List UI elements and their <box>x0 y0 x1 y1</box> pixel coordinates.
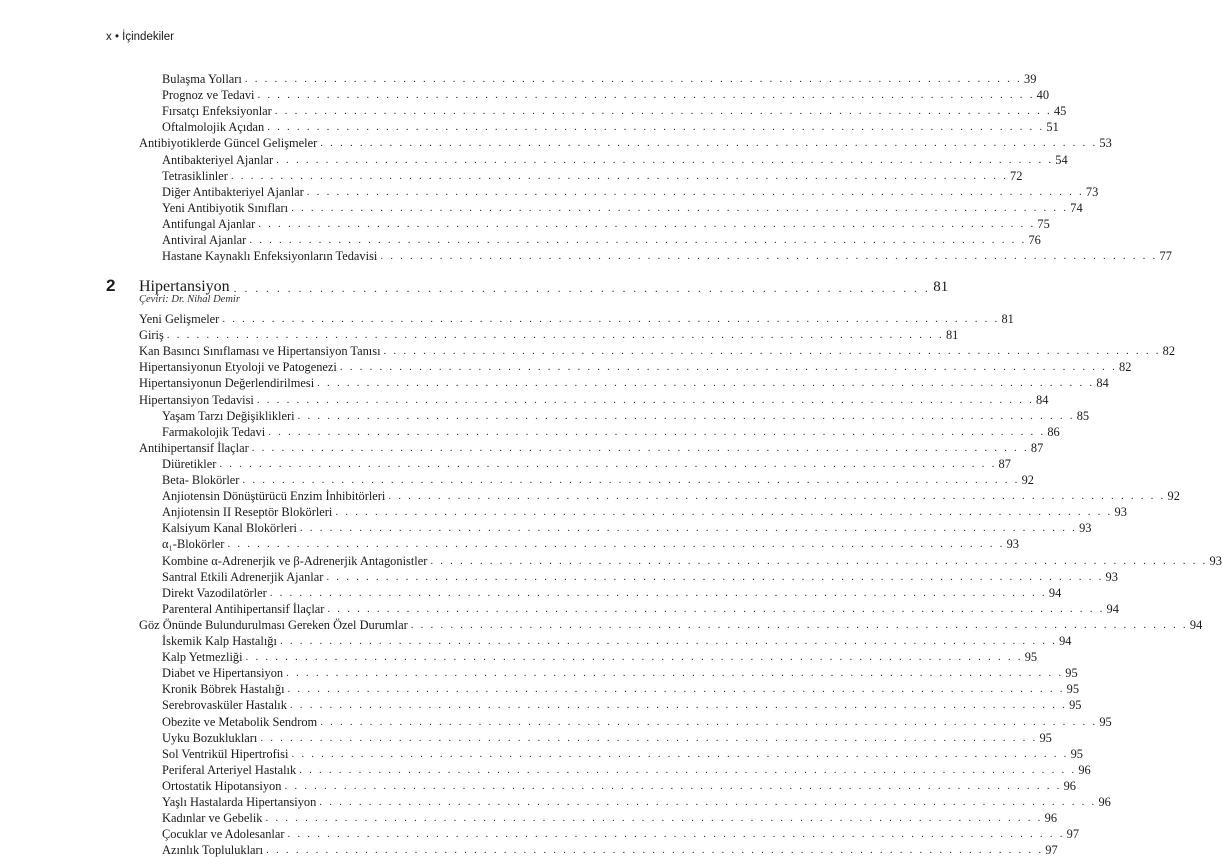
chapter-page-number: 81 <box>933 279 949 295</box>
chapter-number: 2 <box>106 276 116 295</box>
dot-leader: . . . . . . . . . . . . . . . . . . . . . . . . . . . . . . . . . . . . . . . . . . . . . . . . . . . . . . . . . . . . . . . . . . . . . . . . . . . . . . . <box>258 217 1036 230</box>
toc-entry-page: 72 <box>1010 168 1023 183</box>
dot-leader: . . . . . . . . . . . . . . . . . . . . . . . . . . . . . . . . . . . . . . . . . . . . . . . . . . . . . . . . . . . . . . . . . . . . . . . . . . . . . . . <box>339 361 1118 374</box>
dot-leader: . . . . . . . . . . . . . . . . . . . . . . . . . . . . . . . . . . . . . . . . . . . . . . . . . . . . . . . . . . . . . . . . . . . . . . . . . . . . . . . <box>291 201 1069 214</box>
toc-entry-subsection[interactable] <box>162 455 1011 471</box>
dot-leader: . . . . . . . . . . . . . . . . . . . . . . . . . . . . . . . . . . . . . . . . . . . . . . . . . . . . . . . . . . . . . . . . . . . . . . . . . . . . . . . <box>299 522 1078 535</box>
toc-entry-subsection[interactable] <box>162 70 1037 86</box>
dot-leader: . . . . . . . . . . . . . . . . . . . . . . . . . . . . . . . . . . . . . . . . . . . . . . . . . . . . . . . . . . . . . . . . . . . . . . . . . . . . . . . <box>306 185 1084 198</box>
toc-entry-title: Hastane Kaynaklı Enfeksiyonların Tedavisi <box>162 249 380 263</box>
dot-leader: . . . . . . . . . . . . . . . . . . . . . . . . . . . . . . . . . . . . . . . . . . . . . . . . . . . . . . . . . . . . . . . . . . . . . . . . . . . . . . . <box>410 618 1188 631</box>
toc-entry-page: 97 <box>1066 827 1080 842</box>
toc-entry-subsection[interactable] <box>162 519 1092 536</box>
toc-entry-section[interactable] <box>139 358 1132 375</box>
dot-leader: . . . . . . . . . . . . . . . . . . . . . . . . . . . . . . . . . . . . . . . . . . . . . . . . . . . . . . . . . . . . . . . . . . . . . . . . . . . . . . . <box>335 506 1113 519</box>
toc-entry-page: 92 <box>1021 473 1034 487</box>
toc-entry-page: 82 <box>1119 360 1132 375</box>
toc-entry-subsection[interactable] <box>162 167 1023 183</box>
dot-leader: . . . . . . . . . . . . . . . . . . . . . . . . . . . . . . . . . . . . . . . . . . . . . . . . . . . . . . . . . . . . . . . . . . . . . . . . . . . . . . . <box>227 538 1005 551</box>
toc-entry-page: 95 <box>1070 746 1083 761</box>
toc-entry-subsection[interactable] <box>162 423 1060 439</box>
toc-entry-title: Kalp Yetmezliği <box>162 650 246 664</box>
dot-leader: . . . . . . . . . . . . . . . . . . . . . . . . . . . . . . . . . . . . . . . . . . . . . . . . . . . . . . . . . . . . . . . . . . . . . . . . . . . . . . . <box>222 313 1000 325</box>
dot-leader: . . . . . . . . . . . . . . . . . . . . . . . . . . . . . . . . . . . . . . . . . . . . . . . . . . . . . . . . . . . . . . . . . . . . . . . . . . . . . . . <box>289 699 1068 712</box>
toc-entry-title: İskemik Kalp Hastalığı <box>162 634 280 648</box>
toc-entry-page: 54 <box>1055 152 1068 167</box>
toc-entry-page: 77 <box>1159 249 1172 264</box>
dot-leader: . . . . . . . . . . . . . . . . . . . . . . . . . . . . . . . . . . . . . . . . . . . . . . . . . . . . . . . . . . . . . . . . . . . . . . . . . . . . . . . <box>251 441 1029 454</box>
toc-entry-section[interactable] <box>139 439 1044 455</box>
toc-entry-title: Kalsiyum Kanal Blokörleri <box>162 521 300 535</box>
toc-entry-subsection[interactable] <box>162 247 1172 264</box>
dot-leader: . . . . . . . . . . . . . . . . . . . . . . . . . . . . . . . . . . . . . . . . . . . . . . . . . . . . . . . . . . . . . . . . . . . . . . . . . . . . . . . <box>230 169 1009 182</box>
toc-entry-page: 95 <box>1066 682 1080 697</box>
toc-entry-subsection[interactable] <box>162 825 1080 842</box>
dot-leader: . . . . . . . . . . . . . . . . . . . . . . . . . . . . . . . . . . . . . . . . . . . . . . . . . . . . . . . . . . . . . . . . . . . . . . . . . . . . . . . <box>268 425 1046 438</box>
toc-entry-page: 94 <box>1106 601 1119 616</box>
toc-entry-subsection[interactable] <box>162 552 1222 568</box>
dot-leader: . . . . . . . . . . . . . . . . . . . . . . . . . . . . . . . . . . . . . . . . . . . . . . . . . . . . . . . . . . . . . . . . . . . . . . . . . . . . . . . <box>430 554 1208 567</box>
toc-entry-page: 84 <box>1096 376 1109 391</box>
toc-entry-subsection[interactable] <box>162 761 1091 777</box>
dot-leader: . . . . . . . . . . . . . . . . . . . . . . . . . . . . . . . . . . . . . . . . . . . . . . . . . . . . . . . . . . . . . . . . . . . . . . . . . . . . . . . <box>249 234 1027 246</box>
toc-entry-title: Giriş <box>139 328 167 342</box>
toc-entry-subsection[interactable] <box>162 793 1111 809</box>
toc-entry-title: Diüretikler <box>162 457 219 471</box>
toc-entry-title: Ortostatik Hipotansiyon <box>162 779 284 793</box>
dot-leader: . . . . . . . . . . . . . . . . . . . . . . . . . . . . . . . . . . . . . . . . . . . . . . . . . . . . . . . . . . . . . . . . . . . . . . . . . . . . . . . <box>383 345 1161 358</box>
toc-entry-title: Diğer Antibakteriyel Ajanlar <box>162 185 307 199</box>
toc-entry-title: Kadınlar ve Gebelik <box>162 811 265 825</box>
toc-entry-page: 86 <box>1047 424 1060 439</box>
dot-leader: . . . . . . . . . . . . . . . . . . . . . . . . . . . . . . . . . . . . . . . . . . . . . . . . . . . . . . . . . . . . . . . . . . . . . . . . . . . . . . . <box>299 763 1077 776</box>
toc-entry-title: Çocuklar ve Adolesanlar <box>162 827 288 841</box>
toc-entry-page: 74 <box>1070 200 1083 215</box>
toc-entry-page: 95 <box>1039 730 1052 745</box>
toc-entry-subsection[interactable] <box>162 183 1099 199</box>
toc-entry-title: Antiviral Ajanlar <box>162 233 249 247</box>
dot-leader: . . . . . . . . . . . . . . . . . . . . . . . . . . . . . . . . . . . . . . . . . . . . . . . . . . . . . . . . . . . . . . . . . . . . . . . . . . . . . . . <box>297 409 1075 422</box>
toc-entry-page: 96 <box>1078 762 1091 777</box>
toc-entry-title: Hipertansiyon Tedavisi <box>139 393 257 407</box>
toc-entry-title: Anjiotensin II Reseptör Blokörleri <box>162 505 335 519</box>
dot-leader: . . . . . . . . . . . . . . . . . . . . . . . . . . . . . . . . . . . . . . . . . . . . . . . . . . . . . . . . . . . . . . . . . . . . . . . . . . . . . . . <box>266 844 1044 857</box>
toc-entry-title: Obezite ve Metabolik Sendrom <box>162 715 320 729</box>
toc-entry-section[interactable] <box>139 616 1203 632</box>
running-head: x • İçindekiler <box>106 31 174 43</box>
toc-entry-subsection[interactable] <box>162 487 1180 504</box>
toc-entry-subsection[interactable] <box>162 729 1052 745</box>
toc-entry-title: Bulaşma Yolları <box>162 72 245 86</box>
dot-leader: . . . . . . . . . . . . . . . . . . . . . . . . . . . . . . . . . . . . . . . . . . . . . . . . . . . . . . . . . . . . . . . . . . . . . . . . . . . . . . . <box>276 153 1054 166</box>
toc-entry-title: α₁-Blokörler <box>162 537 227 551</box>
toc-entry-title: Santral Etkili Adrenerjik Ajanlar <box>162 570 326 584</box>
dot-leader: . . . . . . . . . . . . . . . . . . . . . . . . . . . . . . . . . . . . . . . . . . . . . . . . . . . . . . . . . . . . . . . . . . . . . . . . . . . . . . . <box>245 651 1023 664</box>
toc-entry-title: Anjiotensin Dönüştürücü Enzim İnhibitörleri <box>162 489 388 503</box>
toc-entry-title: Serebrovasküler Hastalık <box>162 698 290 712</box>
chapter-title: Hipertansiyon <box>139 278 230 295</box>
toc-entry-title: Yaşam Tarzı Değişiklikleri <box>162 409 298 423</box>
dot-leader: . . . . . . . . . . . . . . . . . . . . . . . . . . . . . . . . . . . . . . . . . . . . . . . . . . . . . . . . . . . . . . . . . . . . . . . . . . . . . . . <box>317 377 1095 390</box>
toc-entry-page: 53 <box>1099 136 1112 151</box>
toc-entry-title: Kombine α-Adrenerjik ve β-Adrenerjik Antagonistler <box>162 554 430 568</box>
toc-entry-page: 87 <box>1030 440 1044 455</box>
toc-entry-page: 76 <box>1028 233 1041 247</box>
toc-entry-subsection[interactable] <box>162 118 1059 135</box>
dot-leader: . . . . . . . . . . . . . . . . . . . . . . . . . . . . . . . . . . . . . . . . . . . . . . . . . . . . . . . . . . . . . . . . . . . . . . . . . . . . . . . <box>267 121 1045 134</box>
toc-entry-subsection[interactable] <box>162 503 1127 520</box>
toc-entry-subsection[interactable] <box>162 102 1067 119</box>
dot-leader: . . . . . . . . . . . . . . . . . . . . . . . . . . . . . . . . . . . . . . . . . . . . . . . . . . . . . . . . . . . . . . . . . . . . . . . . . . . . . . . <box>380 250 1158 263</box>
dot-leader: . . . . . . . . . . . . . . . . . . . . . . . . . . . . . . . . . . . . . . . . . . . . . . . . . . . . . . . . . . . . . . . . . . . . . . . . . . . . . . . <box>269 586 1047 599</box>
toc-entry-title: Yeni Gelişmeler <box>139 312 222 326</box>
dot-leader: . . . . . . . . . . . . . . . . . . . . . . . . . . . . . . . . . . . . . . . . . . . . . . . . . . . . . . . . . . . . . . . . . . . . . . . . . . . . . . . <box>286 667 1064 680</box>
toc-entry-subsection[interactable] <box>162 86 1050 103</box>
toc-entry-page: 94 <box>1059 634 1072 648</box>
toc-entry-subsection[interactable] <box>162 231 1041 247</box>
toc-entry-section[interactable] <box>139 326 959 343</box>
toc-entry-subsection[interactable] <box>162 568 1118 584</box>
toc-entry-title: Beta- Blokörler <box>162 473 242 487</box>
toc-entry-title: Hipertansiyonun Değerlendirilmesi <box>139 376 317 390</box>
dot-leader: . . . . . . . . . . . . . . . . . . . . . . . . . . . . . . . . . . . . . . . . . . . . . . . . . . . . . . . . . . . . . . . . . . . . . . . . . . . . . . . <box>265 812 1043 825</box>
dot-leader: . . . . . . . . . . . . . . . . . . . . . . . . . . . . . . . . . . . . . . . . . . . . . . . . . . . . . . . . . . . . . . . . . <box>233 281 931 295</box>
dot-leader: . . . . . . . . . . . . . . . . . . . . . . . . . . . . . . . . . . . . . . . . . . . . . . . . . . . . . . . . . . . . . . . . . . . . . . . . . . . . . . . <box>319 796 1097 808</box>
toc-entry-page: 92 <box>1167 489 1180 504</box>
toc-entry-page: 94 <box>1189 617 1203 632</box>
toc-entry-subsection[interactable] <box>162 680 1080 697</box>
toc-entry-subsection[interactable] <box>162 215 1050 231</box>
toc-entry-section[interactable] <box>139 310 1014 326</box>
toc-entry-section[interactable] <box>139 134 1112 151</box>
toc-entry-subsection[interactable] <box>162 745 1083 761</box>
toc-entry-title: Kan Basıncı Sınıflaması ve Hipertansiyon Tanısı <box>139 344 384 358</box>
toc-entry-section[interactable] <box>139 374 1109 391</box>
toc-entry-subsection[interactable] <box>162 713 1112 729</box>
toc-entry-subsection[interactable] <box>162 471 1034 487</box>
toc-entry-page: 45 <box>1053 104 1067 119</box>
dot-leader: . . . . . . . . . . . . . . . . . . . . . . . . . . . . . . . . . . . . . . . . . . . . . . . . . . . . . . . . . . . . . . . . . . . . . . . . . . . . . . . <box>257 89 1035 102</box>
translator-credit: Çeviri: Dr. Nihal Demir <box>139 294 240 305</box>
toc-entry-title: Uyku Bozuklukları <box>162 731 260 745</box>
dot-leader: . . . . . . . . . . . . . . . . . . . . . . . . . . . . . . . . . . . . . . . . . . . . . . . . . . . . . . . . . . . . . . . . . . . . . . . . . . . . . . . <box>388 490 1166 503</box>
toc-entry-page: 81 <box>1001 312 1014 326</box>
dot-leader: . . . . . . . . . . . . . . . . . . . . . . . . . . . . . . . . . . . . . . . . . . . . . . . . . . . . . . . . . . . . . . . . . . . . . . . . . . . . . . . <box>327 602 1105 615</box>
toc-entry-page: 95 <box>1069 698 1082 713</box>
toc-entry-subsection[interactable] <box>162 809 1058 826</box>
toc-entry-page: 93 <box>1114 505 1127 520</box>
toc-entry-subsection[interactable] <box>162 535 1019 552</box>
toc-entry-title: Parenteral Antihipertansif İlaçlar <box>162 602 327 616</box>
dot-leader: . . . . . . . . . . . . . . . . . . . . . . . . . . . . . . . . . . . . . . . . . . . . . . . . . . . . . . . . . . . . . . . . . . . . . . . . . . . . . . . <box>279 635 1058 647</box>
dot-leader: . . . . . . . . . . . . . . . . . . . . . . . . . . . . . . . . . . . . . . . . . . . . . . . . . . . . . . . . . . . . . . . . . . . . . . . . . . . . . . . <box>287 683 1065 696</box>
toc-entry-title: Yaşlı Hastalarda Hipertansiyon <box>162 795 319 809</box>
toc-entry-page: 39 <box>1024 72 1037 86</box>
toc-entry-page: 73 <box>1085 184 1099 199</box>
toc-entry-page: 93 <box>1105 569 1118 584</box>
toc-entry-subsection[interactable] <box>162 777 1076 793</box>
toc-entry-page: 95 <box>1065 666 1078 681</box>
toc-entry-page: 94 <box>1048 585 1062 600</box>
toc-entry-subsection[interactable] <box>162 407 1090 423</box>
toc-entry-page: 93 <box>1209 553 1222 568</box>
toc-entry-title: Oftalmolojik Açıdan <box>162 120 267 134</box>
toc-entry-title: Fırsatçı Enfeksiyonlar <box>162 104 275 118</box>
dot-leader: . . . . . . . . . . . . . . . . . . . . . . . . . . . . . . . . . . . . . . . . . . . . . . . . . . . . . . . . . . . . . . . . . . . . . . . . . . . . . . . <box>320 715 1098 728</box>
dot-leader: . . . . . . . . . . . . . . . . . . . . . . . . . . . . . . . . . . . . . . . . . . . . . . . . . . . . . . . . . . . . . . . . . . . . . . . . . . . . . . . <box>326 570 1104 583</box>
toc-entry-subsection[interactable] <box>162 648 1038 665</box>
toc-entry-page: 85 <box>1076 408 1090 423</box>
toc-entry-title: Direkt Vazodilatörler <box>162 586 270 600</box>
toc-entry-title: Diabet ve Hipertansiyon <box>162 666 286 680</box>
toc-entry-subsection[interactable] <box>162 199 1083 215</box>
toc-entry-title: Yeni Antibiyotik Sınıfları <box>162 201 291 215</box>
dot-leader: . . . . . . . . . . . . . . . . . . . . . . . . . . . . . . . . . . . . . . . . . . . . . . . . . . . . . . . . . . . . . . . . . . . . . . . . . . . . . . . <box>256 393 1035 406</box>
dot-leader: . . . . . . . . . . . . . . . . . . . . . . . . . . . . . . . . . . . . . . . . . . . . . . . . . . . . . . . . . . . . . . . . . . . . . . . . . . . . . . . <box>244 73 1023 85</box>
toc-entry-title: Göz Önünde Bulundurulması Gereken Özel Durumlar <box>139 618 411 632</box>
dot-leader: . . . . . . . . . . . . . . . . . . . . . . . . . . . . . . . . . . . . . . . . . . . . . . . . . . . . . . . . . . . . . . . . . . . . . . . . . . . . . . . <box>274 105 1052 118</box>
chapter-heading[interactable] <box>106 274 949 296</box>
dot-leader: . . . . . . . . . . . . . . . . . . . . . . . . . . . . . . . . . . . . . . . . . . . . . . . . . . . . . . . . . . . . . . . . . . . . . . . . . . . . . . . <box>166 329 944 342</box>
toc-entry-title: Antihipertansif İlaçlar <box>139 441 252 455</box>
toc-entry-page: 95 <box>1024 650 1038 665</box>
dot-leader: . . . . . . . . . . . . . . . . . . . . . . . . . . . . . . . . . . . . . . . . . . . . . . . . . . . . . . . . . . . . . . . . . . . . . . . . . . . . . . . <box>291 747 1069 760</box>
toc-entry-page: 51 <box>1046 120 1059 135</box>
dot-leader: . . . . . . . . . . . . . . . . . . . . . . . . . . . . . . . . . . . . . . . . . . . . . . . . . . . . . . . . . . . . . . . . . . . . . . . . . . . . . . . <box>242 474 1020 486</box>
toc-entry-page: 82 <box>1162 344 1176 359</box>
toc-entry-title: Hipertansiyonun Etyoloji ve Patogenezi <box>139 360 340 374</box>
toc-entry-subsection[interactable] <box>162 151 1068 167</box>
toc-entry-title: Kronik Böbrek Hastalığı <box>162 682 288 696</box>
toc-entry-subsection[interactable] <box>162 632 1072 648</box>
toc-entry-page: 93 <box>1079 521 1092 536</box>
toc-entry-section[interactable] <box>139 342 1176 359</box>
toc-entry-page: 93 <box>1006 537 1019 552</box>
toc-entry-page: 96 <box>1044 811 1058 826</box>
toc-entry-page: 96 <box>1063 778 1076 793</box>
toc-entry-page: 40 <box>1036 88 1050 103</box>
toc-entry-title: Antibiyotiklerde Güncel Gelişmeler <box>139 136 320 150</box>
toc-entry-title: Sol Ventrikül Hipertrofisi <box>162 747 291 761</box>
toc-entry-subsection[interactable] <box>162 664 1078 681</box>
dot-leader: . . . . . . . . . . . . . . . . . . . . . . . . . . . . . . . . . . . . . . . . . . . . . . . . . . . . . . . . . . . . . . . . . . . . . . . . . . . . . . . <box>284 779 1062 792</box>
toc-entry-subsection[interactable] <box>162 696 1082 713</box>
toc-entry-page: 84 <box>1036 392 1049 407</box>
dot-leader: . . . . . . . . . . . . . . . . . . . . . . . . . . . . . . . . . . . . . . . . . . . . . . . . . . . . . . . . . . . . . . . . . . . . . . . . . . . . . . . <box>287 828 1065 841</box>
dot-leader: . . . . . . . . . . . . . . . . . . . . . . . . . . . . . . . . . . . . . . . . . . . . . . . . . . . . . . . . . . . . . . . . . . . . . . . . . . . . . . . <box>320 137 1098 150</box>
toc-entry-title: Antifungal Ajanlar <box>162 217 258 231</box>
toc-entry-title: Periferal Arteriyel Hastalık <box>162 763 299 777</box>
toc-entry-title: Antibakteriyel Ajanlar <box>162 153 276 167</box>
toc-entry-page: 97 <box>1045 843 1058 857</box>
toc-entry-title: Azınlık Toplulukları <box>162 843 266 857</box>
toc-entry-title: Farmakolojik Tedavi <box>162 425 268 439</box>
toc-entry-page: 96 <box>1098 795 1111 809</box>
toc-entry-title: Tetrasiklinler <box>162 169 231 183</box>
toc-entry-title: Prognoz ve Tedavi <box>162 88 258 102</box>
toc-entry-subsection[interactable] <box>162 584 1062 600</box>
toc-entry-page: 81 <box>945 328 959 343</box>
toc-entry-page: 75 <box>1037 216 1050 231</box>
toc-entry-section[interactable] <box>139 391 1049 407</box>
toc-entry-page: 95 <box>1099 714 1112 729</box>
toc-entry-page: 87 <box>998 456 1011 471</box>
dot-leader: . . . . . . . . . . . . . . . . . . . . . . . . . . . . . . . . . . . . . . . . . . . . . . . . . . . . . . . . . . . . . . . . . . . . . . . . . . . . . . . <box>260 731 1038 744</box>
toc-entry-subsection[interactable] <box>162 600 1119 616</box>
toc-entry-subsection[interactable] <box>162 841 1058 857</box>
dot-leader: . . . . . . . . . . . . . . . . . . . . . . . . . . . . . . . . . . . . . . . . . . . . . . . . . . . . . . . . . . . . . . . . . . . . . . . . . . . . . . . <box>219 457 997 470</box>
